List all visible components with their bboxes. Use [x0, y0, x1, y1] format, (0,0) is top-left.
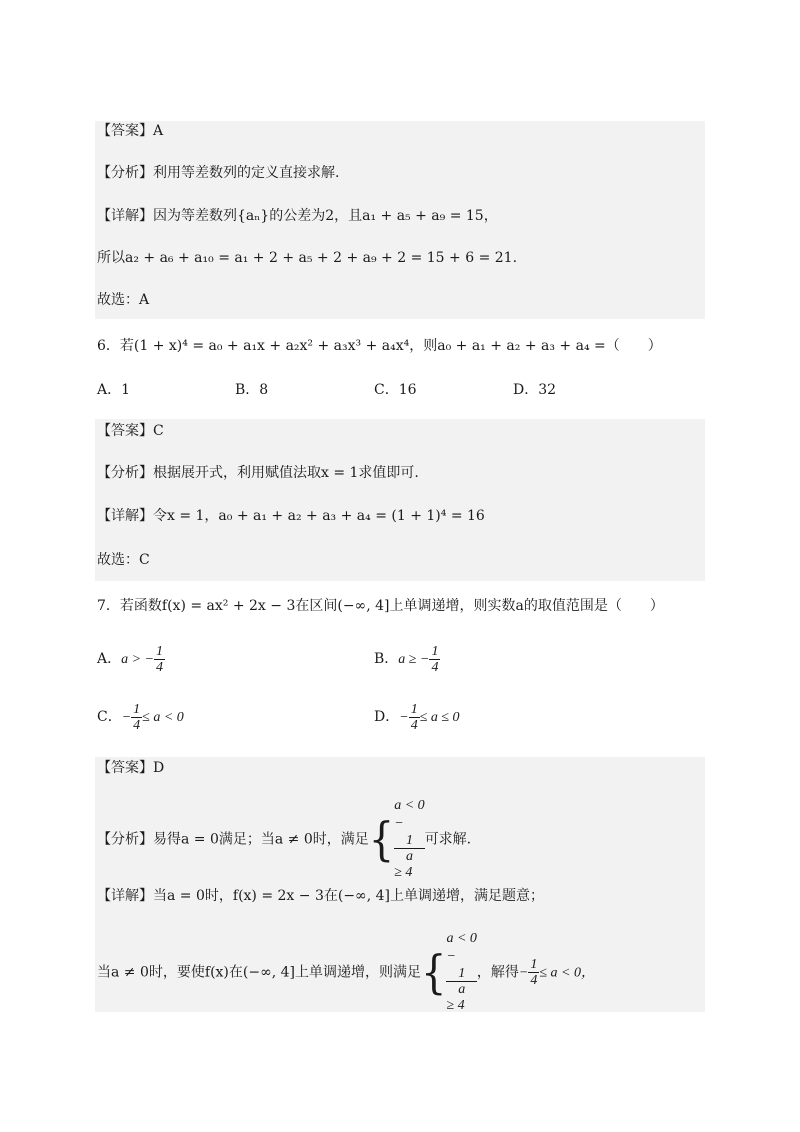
answer-5: 【答案】A — [97, 123, 164, 139]
question-7-option-c: C．− $\frac{1}{4}$ ≤ a < 0 — [97, 701, 184, 733]
detail-5: 【详解】因为等差数列{aₙ}的公差为2，且a₁ + a₅ + a₉ = 15， — [97, 208, 498, 224]
choose-5: 故选：A — [97, 292, 150, 308]
detail-6: 【详解】令x = 1，a₀ + a₁ + a₂ + a₃ + a₄ = (1 + 1)⁴ = 16 — [97, 508, 485, 524]
question-6-stem: 6．若(1 + x)⁴ = a₀ + a₁x + a₂x² + a₃x³ + a₄x⁴，则a₀ + a₁ + a₂ + a₃ + a₄ =（ ） — [97, 338, 662, 354]
analysis-7: 【分析】易得a = 0满足；当a ≠ 0时，满足{ a < 0 − 1 a ≥ 4 可求解. — [97, 798, 472, 880]
detail-5-line2: 所以a₂ + a₆ + a₁₀ = a₁ + 2 + a₅ + 2 + a₉ + 2 = 15 + 6 = 21. — [97, 250, 518, 266]
question-6-option-b: B．8 — [235, 382, 269, 398]
detail-7: 【详解】当a = 0时，f(x) = 2x − 3在(−∞, 4]上单调递增，满足题意； — [97, 888, 544, 904]
question-6-option-d: D．32 — [513, 382, 557, 398]
question-6-option-a: A．1 — [97, 382, 131, 398]
analysis-6: 【分析】根据展开式，利用赋值法取x = 1求值即可. — [97, 465, 419, 481]
question-7-option-d: D．− $\frac{1}{4}$ ≤ a ≤ 0 — [374, 701, 460, 733]
detail-7-line2: 当a ≠ 0时，要使f(x)在(−∞, 4]上单调递增，则满足{ a < 0 − 1 a ≥ 4 ，解得− $\frac{1}{4}$ ≤ a < 0， — [97, 931, 596, 1013]
brace-icon: { — [421, 946, 447, 999]
choose-6: 故选：C — [97, 552, 150, 568]
question-7-option-b: B．a ≥ − $\frac{1}{4}$ — [374, 643, 439, 675]
answer-block-6 — [95, 419, 705, 581]
question-6-option-c: C．16 — [374, 382, 417, 398]
analysis-5: 【分析】利用等差数列的定义直接求解. — [97, 165, 340, 181]
question-7-option-a: A．a > − $\frac{1}{4}$ — [97, 643, 164, 675]
answer-6: 【答案】C — [97, 423, 164, 439]
question-7-stem: 7．若函数f(x) = ax² + 2x − 3在区间(−∞, 4]上单调递增，则实数a的取值范围是（ ） — [97, 598, 664, 614]
brace-icon: { — [368, 813, 395, 866]
answer-7: 【答案】D — [97, 760, 165, 776]
